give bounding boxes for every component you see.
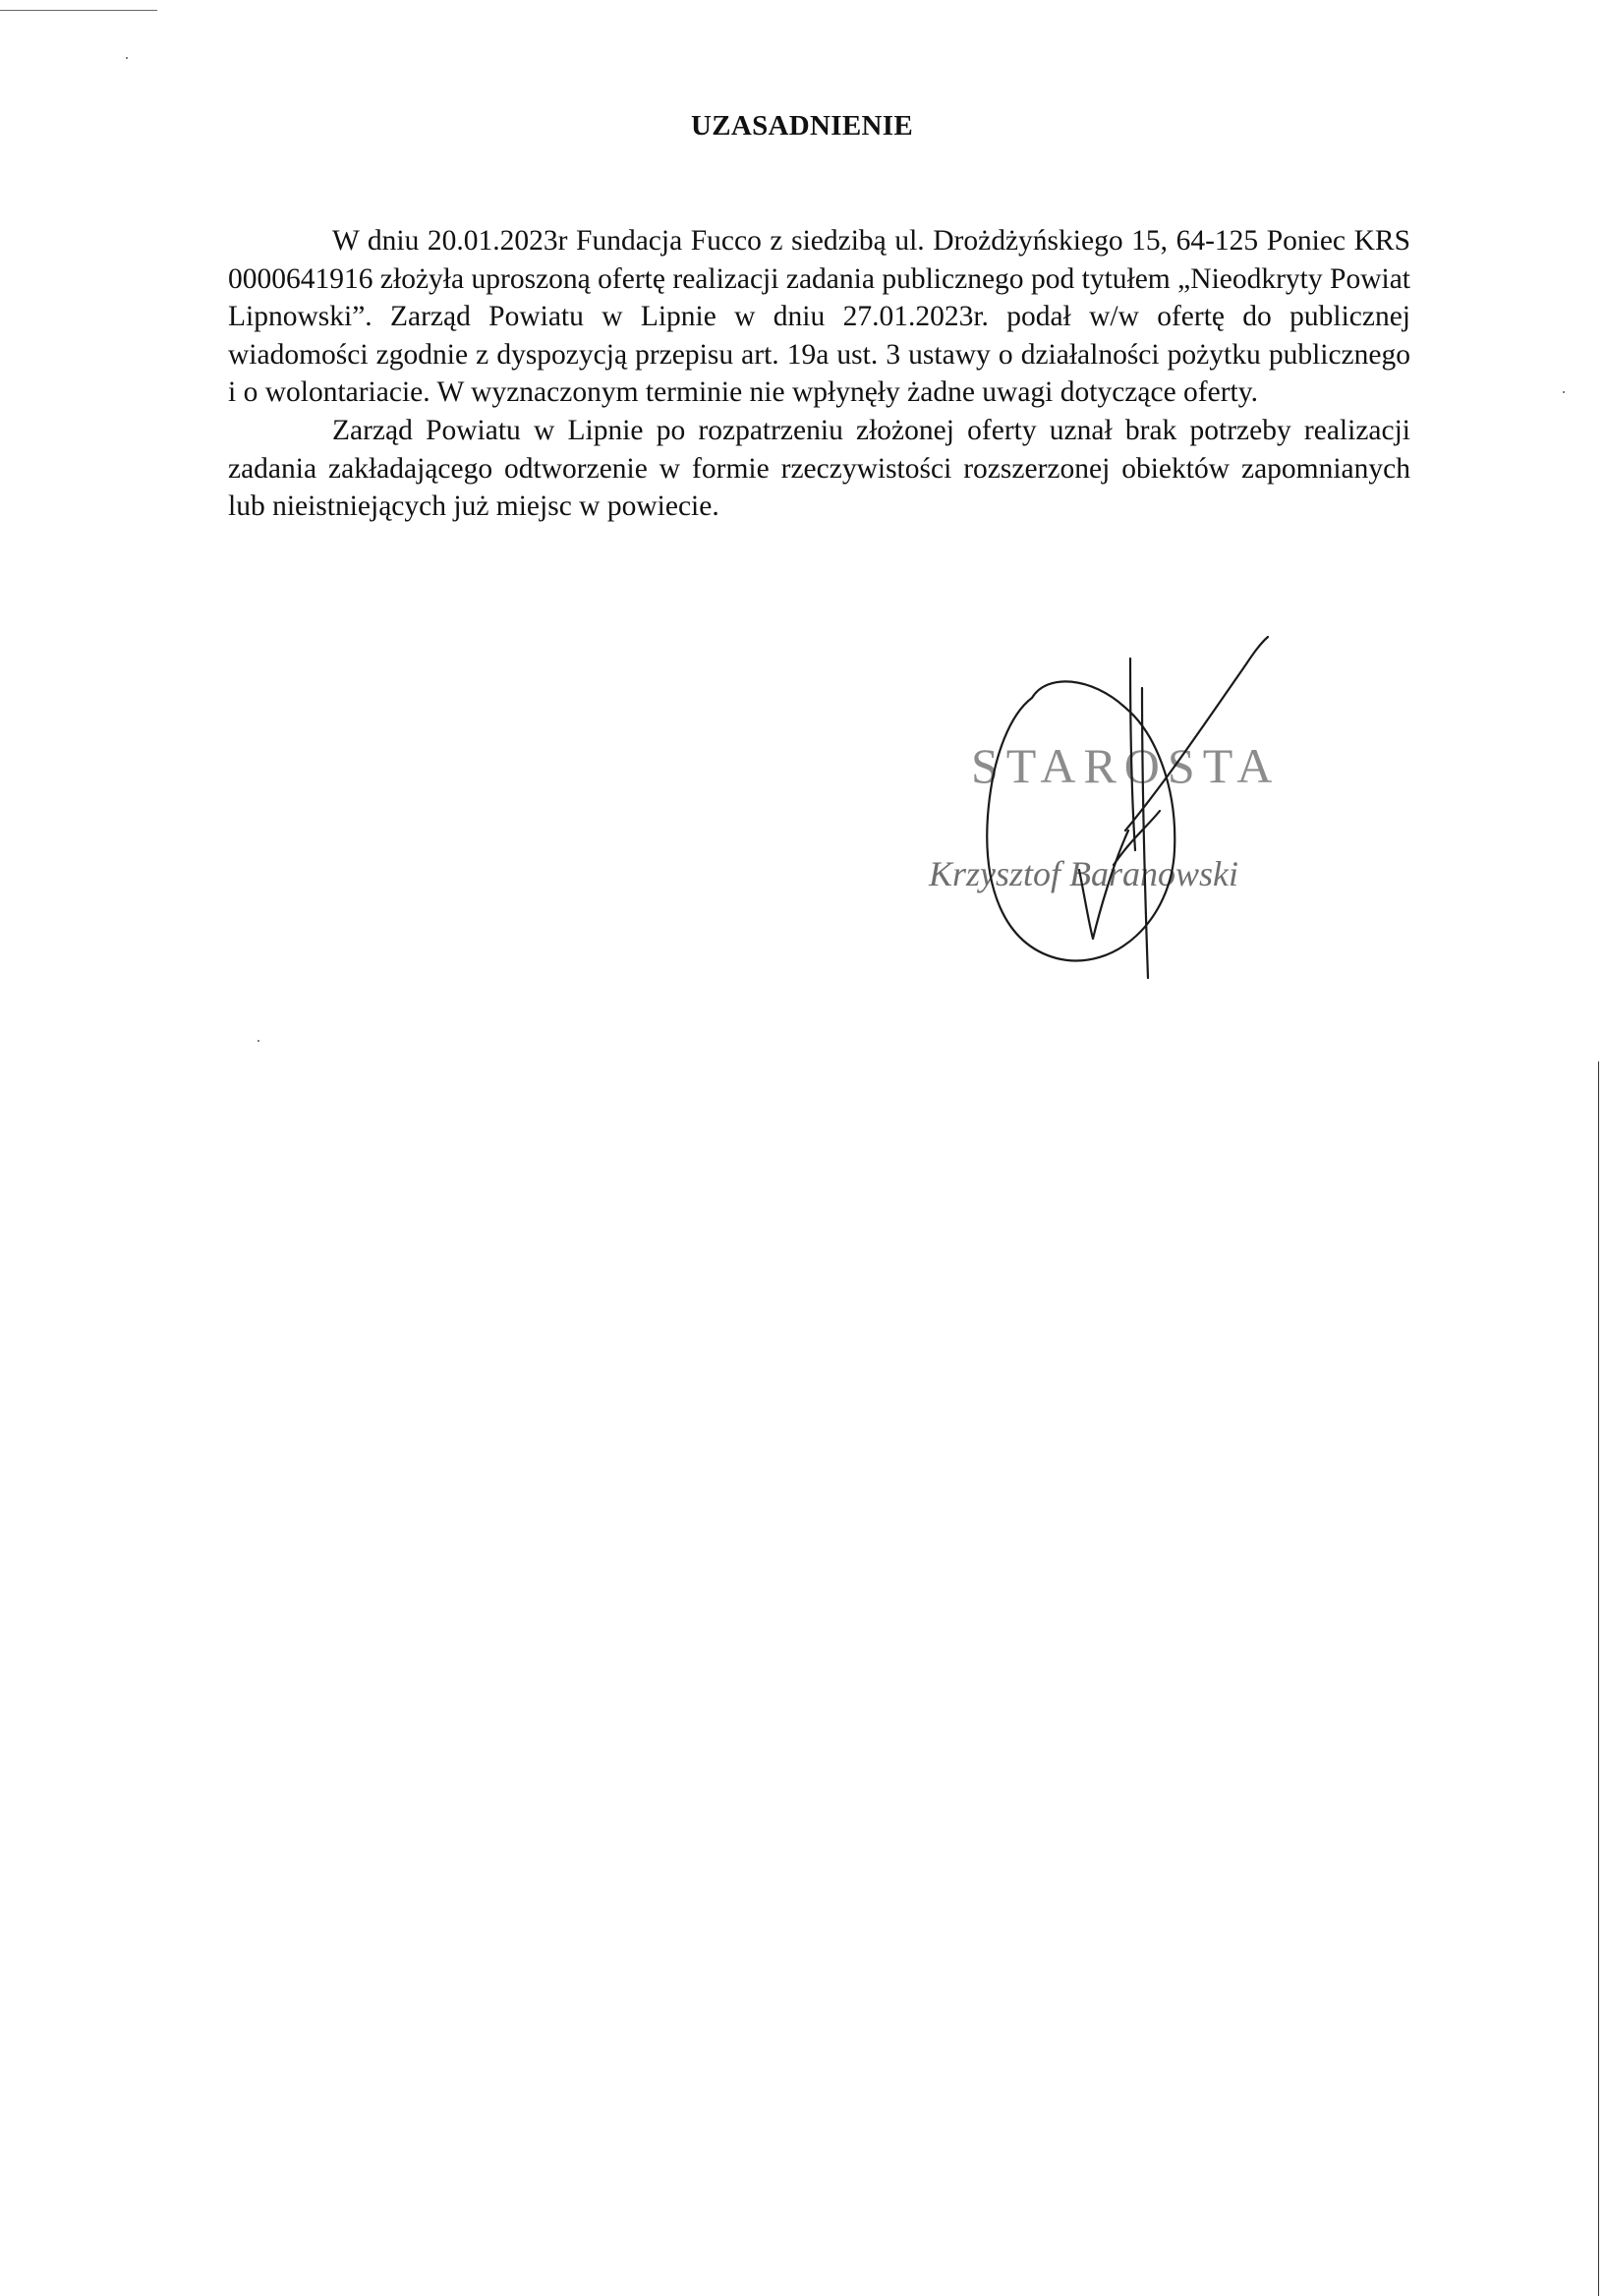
- paragraph-1: W dniu 20.01.2023r Fundacja Fucco z siedzibą ul. Drożdżyńskiego 15, 64-125 Poniec KRS 0000641916 złożyła uproszoną ofertę realizacji zadania publicznego pod tytułem „Nieodkryty Powiat Lipnowski”. Zarząd Powiatu w Lipnie w dniu 27.01.2023r. podał w/w ofertę do publicznej wiadomości zgodnie z dyspozycją przepisu art. 19a ust. 3 ustawy o działalności pożytku publicznego i o wolontariacie. W wyznaczonym terminie nie wpłynęły żadne uwagi dotyczące oferty.: [228, 225, 1410, 409]
- paragraph-2: Zarząd Powiatu w Lipnie po rozpatrzeniu złożonej oferty uznał brak potrzeby realizacji zadania zakładającego odtworzenie w formie rzeczywistości rozszerzonej obiektów zapomnianych lub nieistniejących już miejsc w powiecie.: [228, 414, 1410, 523]
- scan-speck: [1563, 391, 1565, 393]
- scan-edge-mark: [1598, 1062, 1599, 2296]
- scan-edge-mark: [0, 10, 157, 11]
- stamp-title: STAROSTA: [971, 738, 1281, 793]
- document-title: UZASADNIENIE: [691, 110, 913, 142]
- document-body: [228, 222, 1410, 526]
- stamp-name: Krzysztof Baranowski: [929, 854, 1239, 893]
- scan-speck: [126, 57, 128, 59]
- handwritten-signature: [885, 629, 1396, 1003]
- scan-speck: [258, 1040, 259, 1042]
